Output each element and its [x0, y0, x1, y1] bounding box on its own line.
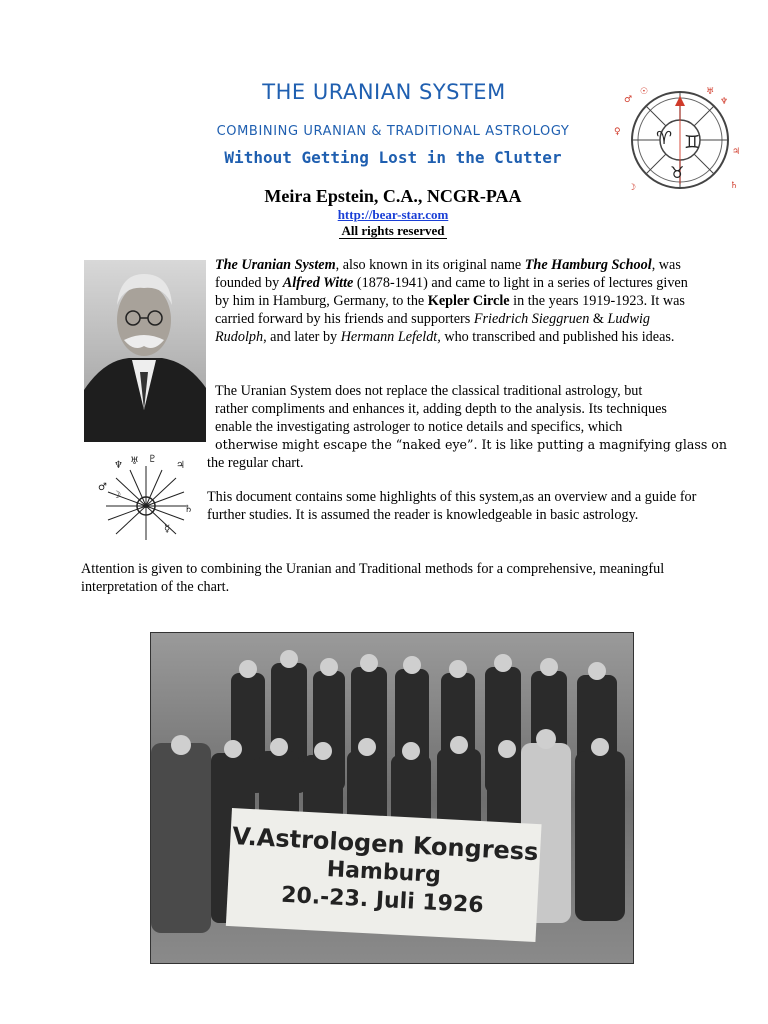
document-subtitle: COMBINING URANIAN & TRADITIONAL ASTROLOGY: [216, 124, 570, 139]
svg-text:♅: ♅: [706, 87, 715, 97]
banner-line-3: 20.-23. Juli 1926: [280, 882, 485, 919]
svg-text:☿: ☿: [164, 524, 171, 535]
overview-paragraph: [207, 382, 727, 472]
svg-text:♀: ♀: [614, 127, 621, 137]
document-tagline: Without Getting Lost in the Clutter: [224, 148, 562, 167]
banner-line-2: Hamburg: [326, 857, 442, 889]
svg-text:♉: ♉: [670, 163, 685, 182]
banner-line-1: V.Astrologen Kongress: [231, 822, 540, 867]
congress-banner: [226, 808, 542, 942]
website-link[interactable]: http://bear-star.com: [337, 207, 449, 222]
svg-text:♇: ♇: [148, 454, 157, 465]
intro-text: , and later by: [263, 329, 341, 345]
overview-line: the regular chart.: [207, 455, 304, 471]
intro-text: &: [589, 311, 608, 327]
overview-line: enable the investigating astrologer to notice details and specifics, which: [215, 419, 623, 435]
intro-paragraph: [215, 256, 705, 346]
document-title: THE URANIAN SYSTEM: [262, 80, 506, 104]
svg-text:♆: ♆: [114, 460, 123, 471]
overview-line: The Uranian System does not replace the classical traditional astrology, but: [215, 383, 643, 399]
term-kepler-circle: Kepler Circle: [427, 293, 510, 309]
svg-text:♂: ♂: [98, 482, 107, 493]
intro-text: , also known in its original name: [335, 257, 525, 273]
name-friedrich-sieggruen: Friedrich Sieggruen: [473, 311, 590, 327]
svg-text:♅: ♅: [130, 456, 139, 467]
intro-text: , was founded by: [215, 257, 681, 291]
svg-text:☉: ☉: [640, 87, 649, 97]
author-name: Meira Epstein, C.A., NCGR-PAA: [264, 186, 522, 206]
svg-text:♊: ♊: [684, 132, 701, 153]
attention-paragraph: Attention is given to combining the Uranian and Traditional methods for a comprehensive, meaningful interpretation of the chart.: [81, 561, 665, 595]
overview-line: otherwise might escape the “naked eye”. It is like putting a magnifying glass on: [215, 437, 727, 452]
scope-paragraph: This document contains some highlights of this system,as an overview and a guide for further studies. It is assumed the reader is knowledgeable in basic astrology.: [207, 489, 697, 523]
svg-text:♃: ♃: [176, 460, 185, 471]
alfred-witte-portrait: [84, 260, 206, 442]
svg-text:☽: ☽: [628, 183, 637, 193]
intro-text: who transcribed and published his ideas.: [440, 329, 675, 345]
zodiac-wheel-icon: [612, 82, 750, 200]
planetary-star-icon: [92, 452, 200, 540]
name-alfred-witte: Alfred Witte: [282, 275, 354, 291]
rights-notice: [0, 223, 768, 239]
svg-text:♄: ♄: [730, 181, 739, 191]
svg-text:☽: ☽: [112, 490, 121, 501]
svg-text:♃: ♃: [732, 147, 741, 157]
svg-text:♂: ♂: [624, 95, 633, 105]
intro-text: (1878-1941) and came to light in a series of lectures given by him in Hamburg, Germany, to the: [215, 275, 688, 309]
term-hamburg-school: The Hamburg School: [524, 257, 652, 273]
name-hermann-lefeldt: Hermann Lefeldt,: [340, 329, 441, 345]
overview-line: rather compliments and enhances it, adding depth to the analysis. Its techniques: [215, 401, 667, 417]
svg-text:♆: ♆: [720, 97, 729, 107]
name-ludwig-rudolph: Ludwig Rudolph: [215, 311, 651, 345]
rights-text: All rights reserved: [341, 223, 445, 238]
intro-text: in the years 1919-1923. It was carried forward by his friends and supporters: [215, 293, 685, 327]
svg-text:♄: ♄: [184, 504, 193, 515]
term-uranian-system: The Uranian System: [215, 257, 336, 273]
svg-text:♈: ♈: [656, 128, 673, 149]
